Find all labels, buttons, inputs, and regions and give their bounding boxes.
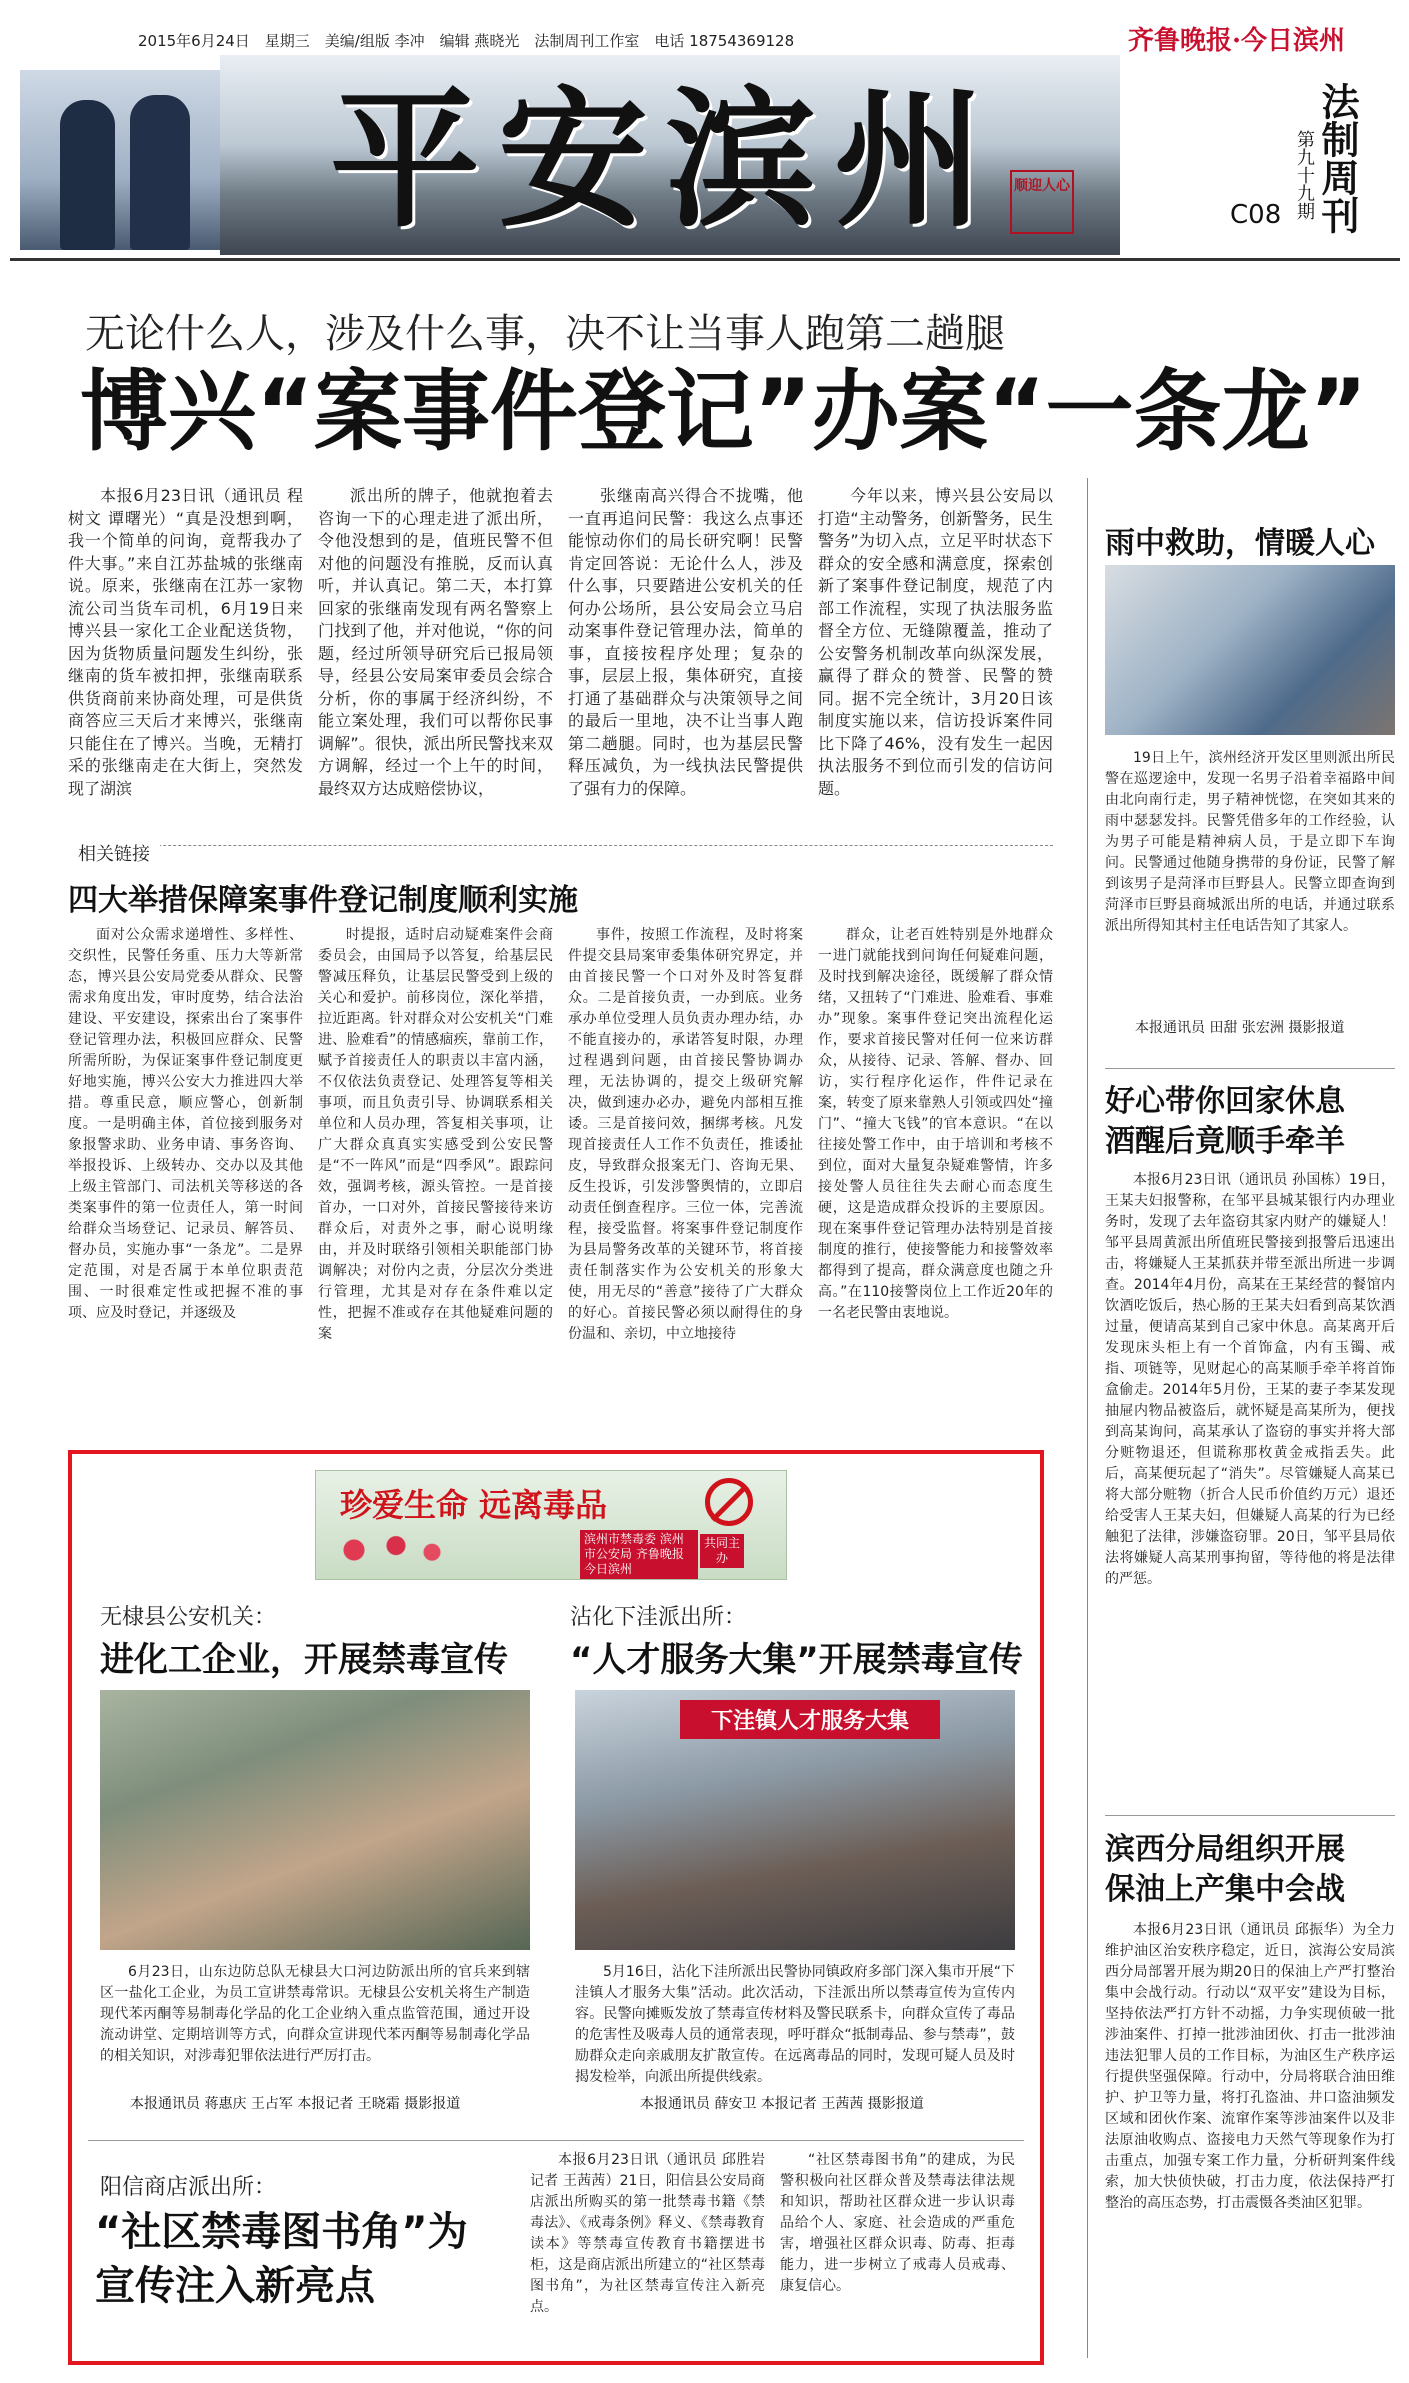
- drug-a-headline: 进化工企业，开展禁毒宣传: [100, 1640, 508, 1680]
- drug-b-photo-sign: 下洼镇人才服务大集: [680, 1700, 940, 1739]
- side2-headline: 好心带你回家休息 酒醒后竟顺手牵羊: [1105, 1084, 1345, 1159]
- drug-a-kicker: 无棣县公安机关：: [100, 1605, 277, 1630]
- side1-photo: [1105, 565, 1395, 735]
- lead-headline: 博兴“案事件登记”办案“一条龙”: [80, 360, 1368, 463]
- masthead-date-line: 2015年6月24日 星期三 美编/组版 李冲 编辑 燕晓光 法制周刊工作室 电话 18754369128: [138, 32, 795, 50]
- drug-c-kicker: 阳信商店派出所：: [100, 2175, 277, 2200]
- drug-b-byline: 本报通讯员 薛安卫 本报记者 王茜茜 摄影报道: [640, 2096, 924, 2112]
- drug-c-body: 本报6月23日讯（通讯员 邱胜岩 记者 王茜茜）21日，阳信县公安局商店派出所购买的第一批禁毒书籍《禁毒法》、《戒毒条例》释义、《禁毒教育读本》等禁毒宣传教育书籍摆进书柜，这是商店派出所建立的“社区禁毒图书角”，为社区禁毒宣传注入新亮点。: [530, 2152, 765, 2315]
- masthead-title: 平安滨州: [330, 72, 1003, 248]
- flower-illustration: [330, 1528, 450, 1572]
- side3-body: 本报6月23日讯（通讯员 邱振华）为全力维护油区治安秩序稳定，近日，滨海公安局滨西分局部署开展为期20日的保油上产严打整治集中会战行动。行动以“双平安”建设为目标，坚持依法严打方针不动摇，力争实现侦破一批涉油案件、打掉一批涉油团伙、打击一批涉油违法犯罪人员的工作目标，为油区生产秩序运行提供坚强保障。行动中，分局将联合油田维护、护卫等力量，将打孔盗油、井口盗油频发区域和团伙作案、流窜作案等涉油案件以及非法原油收购点、盗接电力天然气等现象作为打击重点，加强专案工作力量，分析研判案件线索，加大快侦快破，打击力度，依法保持严打整治的高压态势，打击震慑各类油区犯罪。: [1105, 1922, 1395, 2211]
- drug-banner-org: 滨州市禁毒委 滨州市公安局 齐鲁晚报今日滨州: [580, 1530, 698, 1579]
- side3-headline: 滨西分局组织开展 保油上产集中会战: [1105, 1832, 1345, 1907]
- masthead-divider: [10, 258, 1400, 261]
- side1-byline: 本报通讯员 田甜 张宏洲 摄影报道: [1135, 1020, 1345, 1036]
- drug-a-body: 6月23日，山东边防总队无棣县大口河边防派出所的官兵来到辖区一盐化工企业，为员工宣讲禁毒常识。无棣县公安机关将生产制造现代苯丙酮等易制毒化学品的化工企业纳入重点监管范围，通过开设流动讲堂、定期培训等方式，向群众宣讲现代苯丙酮等易制毒化学品的相关知识，对涉毒犯罪依法进行严厉打击。: [100, 1964, 530, 2064]
- drug-banner-joint: 共同主办: [700, 1534, 744, 1568]
- related-column: 事件，按照工作流程，及时将案件提交县局案审委集体研究界定，并由首接民警一个口对外及时答复群众。二是首接负责，一办到底。业务承办单位受理人员负责办理办结，办不能直接办的，承诺答复时限，办理过程遇到问题，由首接民警协调办理，无法协调的，提交上级研究解决，做到速办必办，避免内部相互推诿。三是首接问效，捆绑考核。凡发现首接责任人工作不负责任，推诿扯皮，导致群众报案无门、咨询无果、反生投诉，引发涉警舆情的，立即启动责任倒查程序。三位一体，完善流程，接受监督。将案事件登记制度作为县局警务改革的关键环节，将首接责任制落实作为公安机关的形象大使，用无尽的“善意”接待了广大群众的好心。首接民警必须以耐得住的身份温和、亲切，中立地接待: [568, 927, 803, 1342]
- drug-b-body: 5月16日，沾化下洼所派出民警协同镇政府多部门深入集市开展“下洼镇人才服务大集”活动。此次活动，下洼派出所以禁毒宣传为宣传内容。民警向摊贩发放了禁毒宣传材料及警民联系卡，向群众宣传了毒品的危害性及吸毒人员的通常表现，呼吁群众“抵制毒品、参与禁毒”，鼓励群众走向亲戚朋友扩散宣传。在远离毒品的同时，发现可疑人员及时揭发检举，向派出所提供线索。: [575, 1964, 1015, 2085]
- related-label-bar: [68, 845, 1053, 868]
- masthead-page: C08: [1230, 200, 1282, 230]
- masthead-police-figure: [130, 95, 190, 250]
- related-column: 时提报，适时启动疑难案件会商委员会，由国局予以答复，给基层民警减压释负，让基层民警受到上级的关心和爱护。前移岗位，深化举措，拉近距离。针对群众对公安机关“门难进、脸难看”的情感痼疾，靠前工作，赋予首接责任人的职责以丰富内涵，不仅依法负责登记、处理答复等相关事项，而且负责引导、协调联系相关单位和人员办理，答复相关事项，让广大群众真真实实感受到公安民警是“不一阵风”而是“四季风”。跟踪问效，强调考核，源头管控。一是首接首办，一口对外，首接民警接待来访群众后，对责外之事，耐心说明缘由，并及时联络引领相关职能部门协调解决；对份内之责，分层次分类进行管理，尤其是对存在条件难以定性，把握不准或存在其他疑难问题的案: [318, 927, 553, 1342]
- related-column: 面对公众需求递增性、多样性、交织性，民警任务重、压力大等新常态，博兴县公安局党委从群众、民警需求角度出发，审时度势，结合法治建设、平安建设，探索出台了案事件登记管理办法，积极回应群众、民警所需所盼，为保证案事件登记制度更好地实施，博兴公安大力推进四大举措。尊重民意，顺应警心，创新制度。一是明确主体，首位接到服务对象报警求助、业务申请、事务咨询、举报投诉、上级转办、交办以及其他上级主管部门、司法机关等移送的各类案事件的第一位责任人，第一时间给群众当场登记、记录员、解答员、督办员，实施办事“一条龙”。二是界定范围，对是否属于本单位职责范围、一时很难定性或把握不准的事项、应及时登记，并逐级及: [68, 927, 303, 1321]
- side1-headline: 雨中救助，情暖人心: [1105, 526, 1375, 561]
- masthead-police-photo: [20, 70, 220, 250]
- lead-kicker: 无论什么人，涉及什么事，决不让当事人跑第二趟腿: [85, 311, 1005, 357]
- related-label: 相关链接: [68, 840, 160, 866]
- lead-column: 派出所的牌子，他就抱着去咨询一下的心理走进了派出所，令他没想到的是，值班民警不但对他的问题没有推脱，反而认真听，并认真记。第二天，本打算回家的张继南发现有两名警察上门找到了他，并对他说，“你的问题，经过所领导研究后已报局领导，经县公安局案审委员会综合分析，你的事属于经济纠纷，不能立案处理，我们可以帮你民事调解”。很快，派出所民警找来双方调解，经过一个上午的时间，最终双方达成赔偿协议，: [318, 486, 553, 798]
- lead-column: 今年以来，博兴县公安局以打造“主动警务，创新警务，民生警务”为切入点，立足平时状态下群众的安全感和满意度，探索创新了案事件登记制度，规范了内部工作流程，实现了执法服务监督全方位、无缝隙覆盖，推动了公安警务机制改革向纵深发展，赢得了群众的赞誉、民警的赞同。据不完全统计，3月20日该制度实施以来，信访投诉案件同比下降了46%，没有发生一起因执法服务不到位而引发的信访问题。: [818, 486, 1053, 798]
- related-headline: 四大举措保障案事件登记制度顺利实施: [68, 883, 578, 918]
- sidebar-divider: [1087, 478, 1088, 2358]
- masthead-brand: 齐鲁晚报·今日滨州: [1128, 26, 1346, 56]
- masthead-seal: 顺迎人心: [1010, 170, 1074, 234]
- related-column: 群众，让老百姓特别是外地群众一进门就能找到问询任何疑难问题，及时找到解决途径，既缓解了群众情绪，又扭转了“门难进、脸难看、事难办”现象。案事件登记突出流程化运作，要求首接民警对任何一位来访群众，从接待、记录、答解、督办、回访，实行程序化运作，件件记录在案，转变了原来靠熟人引领或四处“撞门”、“撞大飞钱”的官本意识。“在以往接处警工作中，由于培训和考核不到位，面对大量复杂疑难警情，许多接处警人员往往失去耐心而态度生硬，这是造成群众投诉的主要原因。现在案事件登记管理办法特别是首接制度的推行，使接警能力和接警效率都得到了提高，群众满意度也随之升高。”在110接警岗位上工作近20年的一名老民警由衷地说。: [818, 927, 1053, 1321]
- drug-c-headline: “社区禁毒图书角”为宣传注入新亮点: [95, 2209, 468, 2309]
- drug-b-headline: “人才服务大集”开展禁毒宣传: [570, 1640, 1023, 1680]
- drug-box-rule: [88, 2140, 1024, 2141]
- masthead: [0, 0, 1409, 258]
- side2-body: 本报6月23日讯（通讯员 孙国栋）19日，王某夫妇报警称，在邹平县城某银行内办理业务时，发现了去年盗窃其家内财产的嫌疑人！邹平县周黄派出所值班民警接到报警后迅速出击，将嫌疑人王某抓获并带至派出所进一步调查。2014年4月份，高某在王某经营的餐馆内饮酒吃饭后，热心肠的王某夫妇看到高某饮酒过量，便请高某到自己家中休息。高某离开后发现床头柜上有一个首饰盒，内有玉镯、戒指、项链等，见财起心的高某顺手牵羊将首饰盒偷走。2014年5月份，王某的妻子李某发现抽屉内物品被盗后，就怀疑是高某所为，便找到高某询问，高某承认了盗窃的事实并将大部分赃物退还，但谎称那枚黄金戒指丢失。此后，高某便玩起了“消失”。尽管嫌疑人高某已将大部分赃物（折合人民币价值约万元）退还给受害人王某夫妇，但嫌疑人高某的行为已经触犯了法律，涉嫌盗窃罪。20日，邹平县局依法将嫌疑人高某刑事拘留，等待他的将是法律的严惩。: [1105, 1172, 1395, 1587]
- no-drugs-icon: [705, 1478, 753, 1526]
- drug-b-kicker: 沾化下洼派出所：: [570, 1605, 747, 1630]
- masthead-section: 法制周刊: [1315, 82, 1359, 234]
- side1-body: 19日上午，滨州经济开发区里则派出所民警在巡逻途中，发现一名男子沿着幸福路中间由北向南行走，男子精神恍惚，在突如其来的雨中瑟瑟发抖。民警凭借多年的工作经验，认为男子可能是精神病人员，于是立即下车询问。民警通过他随身携带的身份证，民警了解到该男子是菏泽市巨野县人。民警立即查询到菏泽市巨野县商城派出所的电话，并通过联系派出所得知其村主任电话告知了其家人。: [1105, 750, 1395, 934]
- drug-banner-title: 珍爱生命 远离毒品: [340, 1486, 608, 1524]
- drug-a-byline: 本报通讯员 蒋惠庆 王占军 本报记者 王晓霜 摄影报道: [130, 2096, 461, 2112]
- drug-c-body: “社区禁毒图书角”的建成，为民警积极向社区群众普及禁毒法律法规和知识，帮助社区群众进一步认识毒品给个人、家庭、社会造成的严重危害，增强社区群众识毒、防毒、拒毒能力，进一步树立了戒毒人员戒毒、康复信心。: [780, 2152, 1015, 2294]
- masthead-issue: 第九十九期: [1294, 130, 1315, 220]
- drug-a-photo: [100, 1690, 530, 1950]
- sidebar-rule: [1105, 1815, 1395, 1816]
- masthead-police-figure: [60, 100, 115, 250]
- sidebar-rule: [1105, 1068, 1395, 1069]
- lead-column: 本报6月23日讯（通讯员 程树文 谭曙光）“真是没想到啊，我一个简单的问询，竟帮我办了件大事。”来自江苏盐城的张继南说。原来，张继南在江苏一家物流公司当货车司机，6月19日来博兴县一家化工企业配送货物，因为货物质量问题发生纠纷，张继南的货车被扣押，张继南联系供货商前来协商处理，可是供货商答应三天后才来博兴，张继南只能住在了博兴。当晚，无精打采的张继南走在大街上，突然发现了湖滨: [68, 486, 303, 798]
- lead-column: 张继南高兴得合不拢嘴，他一直再追问民警：我这么点事还能惊动你们的局长研究啊！民警肯定回答说：无论什么人，涉及什么事，只要踏进公安机关的任何办公场所，县公安局会立马启动案事件登记管理办法，简单的事，直接按程序处理；复杂的事，层层上报，集体研究，直接打通了基础群众与决策领导之间的最后一里地，决不让当事人跑第二趟腿。同时，也为基层民警释压减负，为一线执法民警提供了强有力的保障。: [568, 486, 803, 798]
